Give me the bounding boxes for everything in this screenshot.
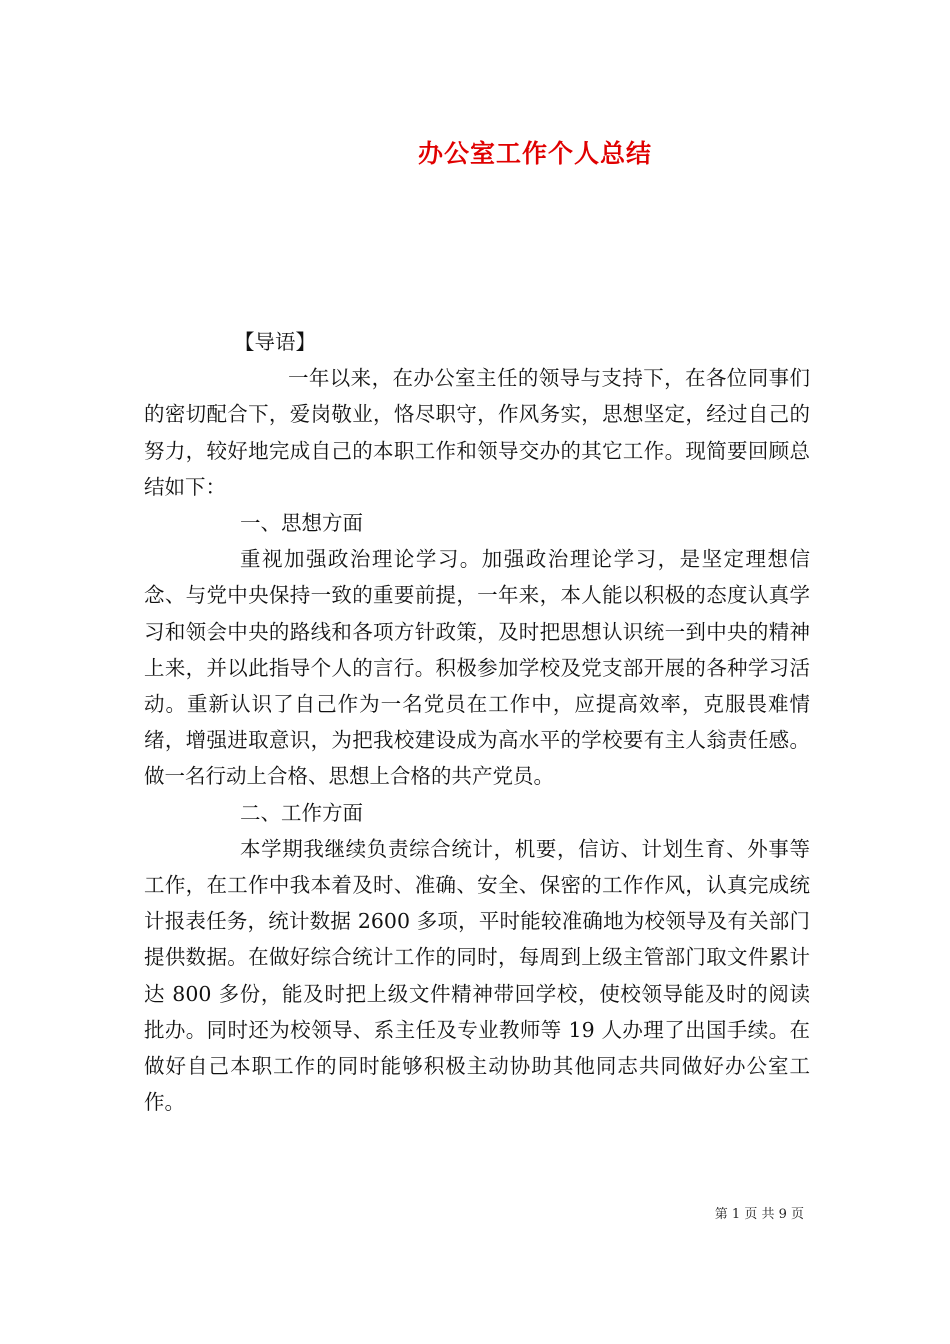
section-paragraph-work: 本学期我继续负责综合统计，机要，信访、计划生育、外事等工作，在工作中我本着及时、准确、安全、保密的工作作风，认真完成统计报表任务，统计数据 2600 多项，平时能较准确地为校领导及有关部门提供数据。在做好综合统计工作的同时，每周到上级主管部门取文件累计达 800 多份，能及时把上级文件精神带回学校，使校领导能及时的阅读批办。同时还为校领导、系主任及专业教师等 19 人办理了出国手续。在做好自己本职工作的同时能够积极主动协助其他同志共同做好办公室工作。 [144, 836, 810, 1115]
section-heading-work: 二、工作方面 [240, 800, 363, 825]
intro-paragraph: 一年以来，在办公室主任的领导与支持下，在各位同事们的密切配合下，爱岗敬业，恪尽职守，作风务实，思想坚定，经过自己的努力，较好地完成自己的本职工作和领导交办的其它工作。现简要回顾总结如下： [144, 366, 810, 499]
section-heading-thought: 一、思想方面 [240, 511, 363, 536]
intro-label: 【导语】 [234, 330, 316, 354]
page-number-footer: 第 1 页 共 9 页 [714, 1207, 804, 1222]
document-title: 办公室工作个人总结 [417, 139, 652, 168]
document-body [144, 324, 810, 1120]
section-paragraph-thought: 重视加强政治理论学习。加强政治理论学习，是坚定理想信念、与党中央保持一致的重要前提，一年来，本人能以积极的态度认真学习和领会中央的路线和各项方针政策，及时把思想认识统一到中央的精神上来，并以此指导个人的言行。积极参加学校及党支部开展的各种学习活动。重新认识了自己作为一名党员在工作中，应提高效率，克服畏难情绪，增强进取意识，为把我校建设成为高水平的学校要有主人翁责任感。做一名行动上合格、思想上合格的共产党员。 [144, 547, 810, 789]
